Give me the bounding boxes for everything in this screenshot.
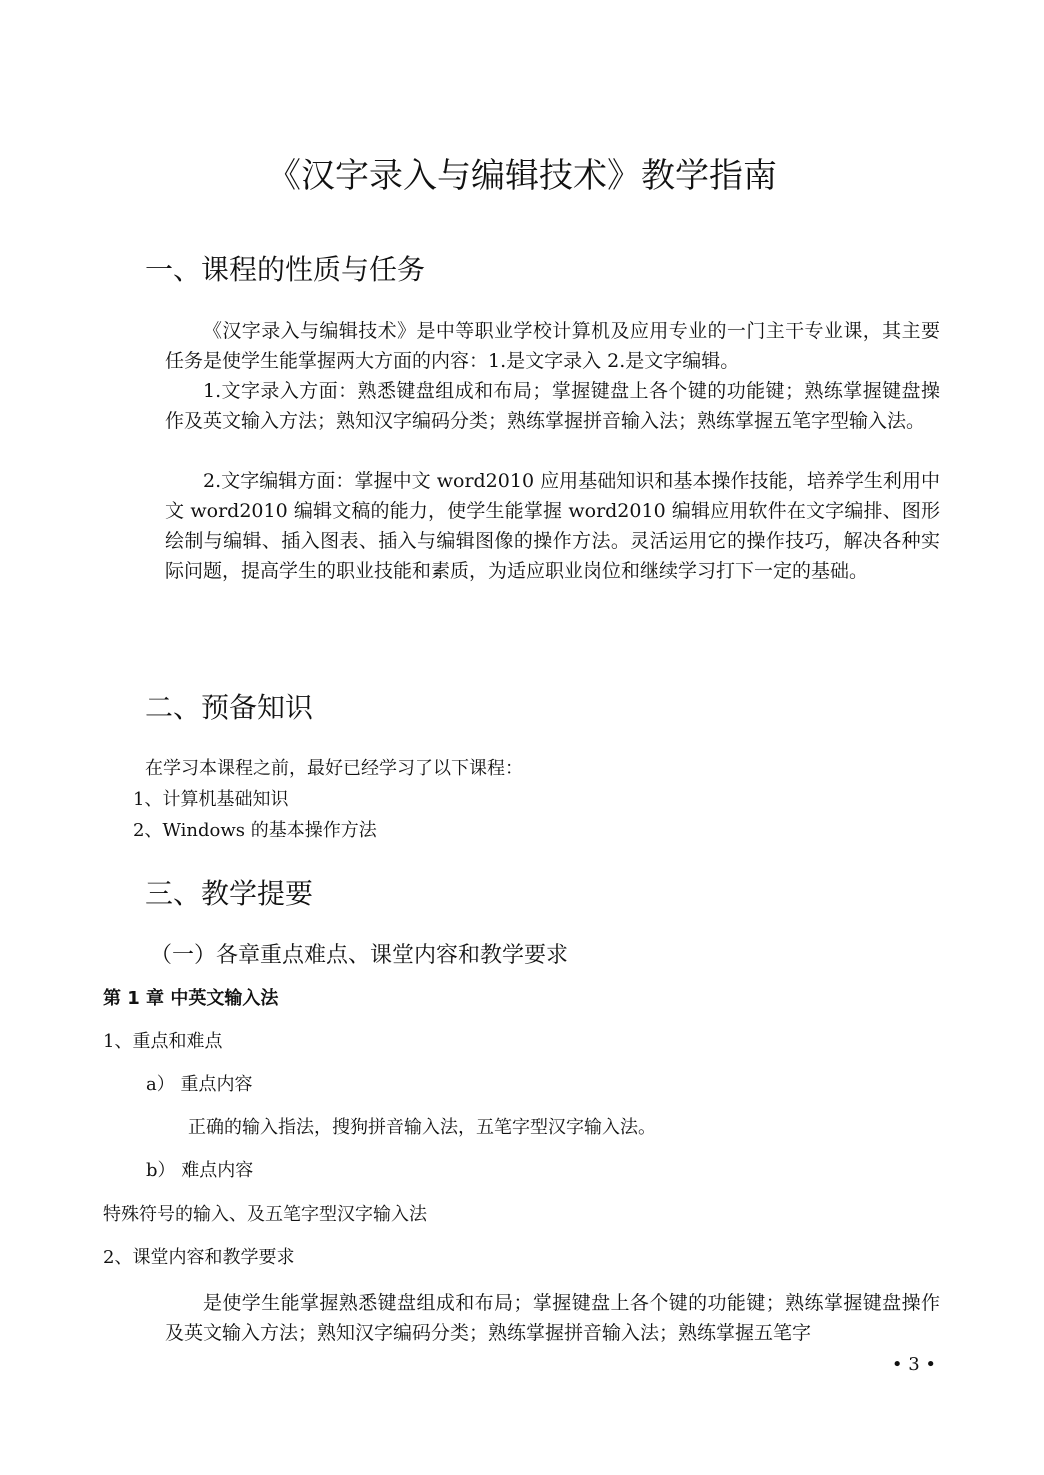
section-heading-3: 三、教学提要 bbox=[145, 877, 314, 910]
section2-intro: 在学习本课程之前，最好已经学习了以下课程： bbox=[145, 758, 523, 779]
list-item-prereq-2: 2、Windows 的基本操作方法 bbox=[133, 820, 377, 841]
item-class-content: 2、课堂内容和教学要求 bbox=[103, 1247, 295, 1268]
list-item-prereq-1: 1、计算机基础知识 bbox=[133, 789, 289, 810]
item-key-difficult-points: 1、重点和难点 bbox=[103, 1031, 223, 1052]
item-class-content-text: 是使学生能掌握熟悉键盘组成和布局；掌握键盘上各个键的功能键；熟练掌握键盘操作及英文输入方法；熟知汉字编码分类；熟练掌握拼音输入法；熟练掌握五笔字 bbox=[165, 1292, 940, 1344]
chapter-heading: 第 1 章 中英文输入法 bbox=[103, 988, 279, 1009]
page-number: • 3 • bbox=[891, 1354, 936, 1375]
section1-paragraph-1: 《汉字录入与编辑技术》是中等职业学校计算机及应用专业的一门主干专业课，其主要任务是使学生能掌握两大方面的内容：1.是文字录入 2.是文字编辑。 bbox=[165, 320, 940, 372]
page-title: 《汉字录入与编辑技术》教学指南 bbox=[267, 156, 777, 196]
sub-item-b-label: b） 难点内容 bbox=[146, 1160, 254, 1181]
sub-item-b-text: 特殊符号的输入、及五笔字型汉字输入法 bbox=[103, 1204, 427, 1225]
section1-paragraph-2: 1.文字录入方面：熟悉键盘组成和布局；掌握键盘上各个键的功能键；熟练掌握键盘操作及英文输入方法；熟知汉字编码分类；熟练掌握拼音输入法；熟练掌握五笔字型输入法。 bbox=[165, 380, 940, 432]
sub-item-a-text: 正确的输入指法，搜狗拼音输入法，五笔字型汉字输入法。 bbox=[188, 1117, 656, 1138]
section-heading-2: 二、预备知识 bbox=[145, 691, 314, 724]
subsection-heading: （一）各章重点难点、课堂内容和教学要求 bbox=[150, 943, 569, 968]
section1-paragraph-3: 2.文字编辑方面：掌握中文 word2010 应用基础知识和基本操作技能，培养学生利用中文 word2010 编辑文稿的能力，使学生能掌握 word2010 编辑应用软件在文字编排、图形绘制与编辑、插入图表、插入与编辑图像的操作方法。灵活运用它的操作技巧，解决各种实际问题，提高学生的职业技能和素质，为适应职业岗位和继续学习打下一定的基础。 bbox=[165, 470, 940, 582]
sub-item-a-label: a） 重点内容 bbox=[146, 1074, 253, 1095]
section-heading-1: 一、课程的性质与任务 bbox=[145, 253, 426, 286]
